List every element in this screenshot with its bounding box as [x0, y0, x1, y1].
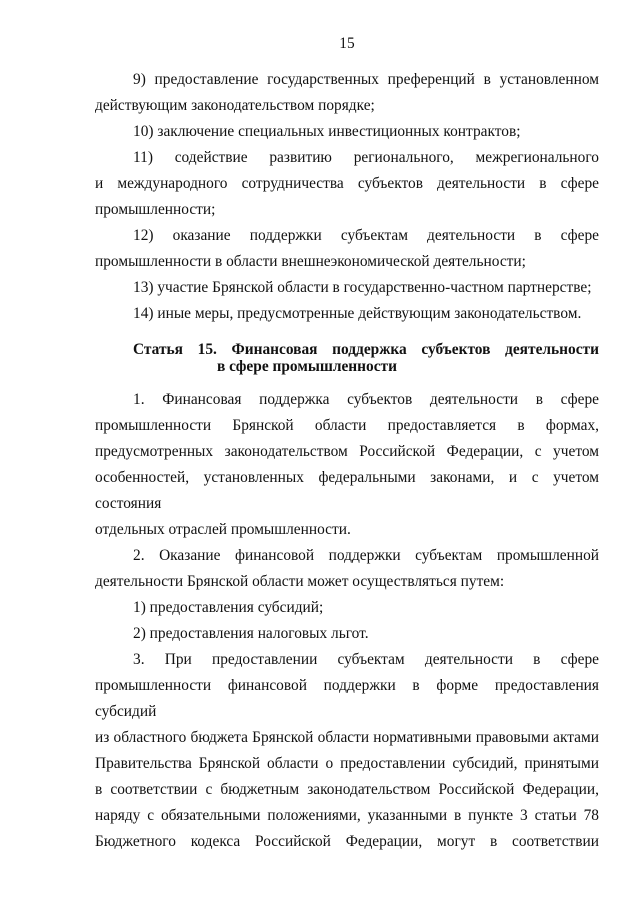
section-1-line-2: промышленности Брянской области предоставляется в формах,	[95, 417, 599, 434]
article-heading	[95, 341, 599, 375]
section-1-line-3: предусмотренных законодательством Российской Федерации, с учетом	[95, 443, 599, 460]
section-3-line-3: из областного бюджета Брянской области нормативными правовыми актами	[95, 729, 599, 746]
section-3-line-7: Бюджетного кодекса Российской Федерации, могут в соответствии	[95, 833, 599, 850]
list-item-10: 10) заключение специальных инвестиционных контрактов;	[133, 123, 521, 140]
list-item-13: 13) участие Брянской области в государственно-частном партнерстве;	[133, 279, 592, 296]
section-3-line-6: наряду с обязательными положениями, указанными в пункте 3 статьи 78	[95, 807, 599, 824]
section-2-line-1: 2. Оказание финансовой поддержки субъектам промышленной	[133, 547, 599, 564]
list-item-11-line-1: 11) содействие развитию регионального, межрегионального	[133, 149, 599, 166]
list-item-9-line-2: действующим законодательством порядке;	[95, 97, 375, 114]
list-item-11-line-2: и международного сотрудничества субъектов деятельности в сфере	[95, 175, 599, 192]
section-3-line-5: в соответствии с бюджетным законодательством Российской Федерации,	[95, 781, 599, 798]
section-1-line-5: отдельных отраслей промышленности.	[95, 521, 351, 538]
section-3-line-1: 3. При предоставлении субъектам деятельности в сфере	[133, 651, 599, 668]
section-2-item-2: 2) предоставления налоговых льгот.	[133, 625, 369, 642]
page-number: 15	[339, 35, 355, 52]
list-item-12-line-1: 12) оказание поддержки субъектам деятельности в сфере	[133, 227, 599, 244]
article-heading-line-2: в сфере промышленности	[217, 358, 397, 375]
section-2-item-1: 1) предоставления субсидий;	[133, 599, 324, 616]
section-2-line-2: деятельности Брянской области может осуществляться путем:	[95, 573, 505, 590]
section-1-line-1: 1. Финансовая поддержка субъектов деятельности в сфере	[133, 391, 599, 408]
article-heading-line-1: Статья 15. Финансовая поддержка субъектов деятельности	[133, 341, 599, 358]
list-item-14: 14) иные меры, предусмотренные действующим законодательством.	[133, 305, 582, 322]
list-item-9-line-1: 9) предоставление государственных преференций в установленном	[133, 71, 599, 88]
section-3-line-2: промышленности финансовой поддержки в форме предоставления субсидий	[95, 677, 599, 720]
document-page	[95, 34, 599, 855]
section-1-line-4: особенностей, установленных федеральными законами, и с учетом состояния	[95, 469, 599, 512]
section-3-line-4: Правительства Брянской области о предоставлении субсидий, принятыми	[95, 755, 599, 772]
list-item-12-line-2: промышленности в области внешнеэкономической деятельности;	[95, 253, 526, 270]
list-item-11-line-3: промышленности;	[95, 201, 216, 218]
